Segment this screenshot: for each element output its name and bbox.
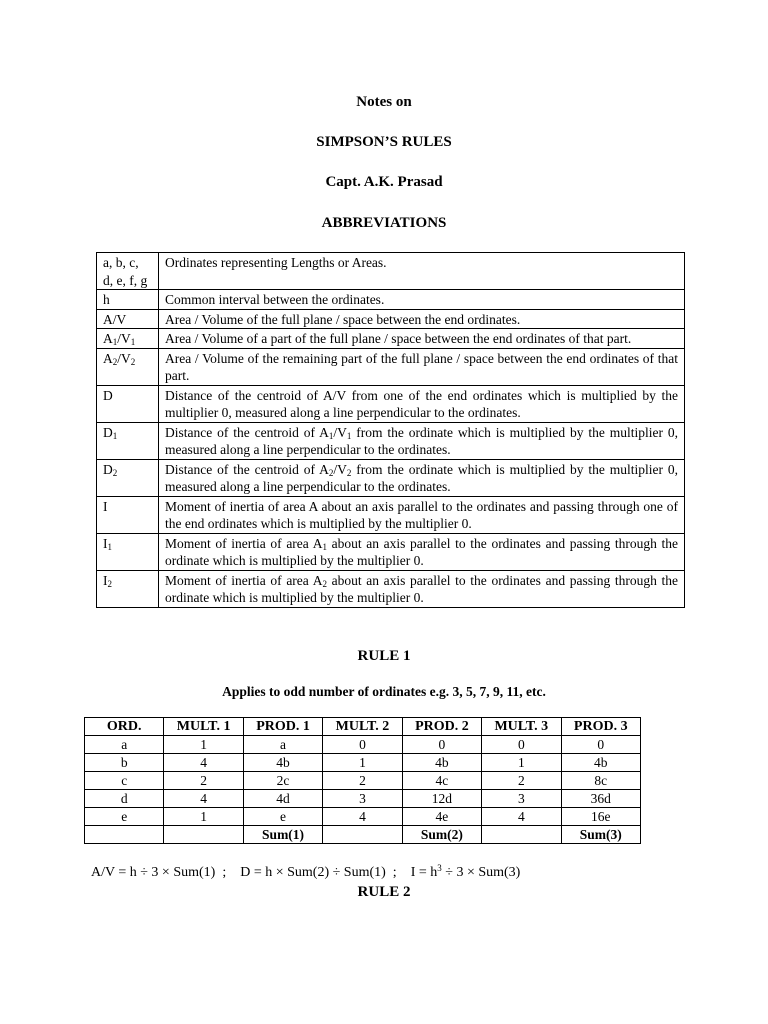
rule1-formula: A/V = h ÷ 3 × Sum(1) ; D = h × Sum(2) ÷ Sum(1) ; $I = h^3 \div 3 \times Sum(3)$ (91, 863, 521, 880)
abbr-symbol: h (97, 290, 159, 310)
table-cell: 4e (402, 808, 481, 826)
table-cell (323, 826, 402, 844)
column-header: MULT. 3 (482, 718, 561, 736)
column-header: PROD. 2 (402, 718, 481, 736)
abbreviations-heading: ABBREVIATIONS (321, 215, 447, 231)
table-cell: 4 (323, 808, 402, 826)
table-row (97, 253, 685, 290)
table-cell: d (85, 790, 164, 808)
sum-2-cell: Sum(2) (402, 826, 481, 844)
sum-3-cell: Sum(3) (561, 826, 640, 844)
table-cell: 3 (323, 790, 402, 808)
abbr-symbol: a, b, c, d, e, f, g (97, 253, 159, 290)
table-cell: 0 (561, 736, 640, 754)
table-cell: 2 (323, 772, 402, 790)
column-header: MULT. 2 (323, 718, 402, 736)
table-cell: 0 (323, 736, 402, 754)
table-cell: 1 (164, 736, 243, 754)
abbr-symbol: I (97, 496, 159, 533)
table-row (97, 385, 685, 422)
table-cell (164, 826, 243, 844)
table-row (97, 422, 685, 459)
table-cell: 4b (402, 754, 481, 772)
abbr-description: Common interval between the ordinates. (159, 290, 685, 310)
table-cell: 1 (164, 808, 243, 826)
notes-on-label: Notes on (356, 94, 412, 110)
table-row (97, 459, 685, 496)
table-cell: 4 (164, 754, 243, 772)
abbr-description: Area / Volume of the remaining part of the full plane / space between the end ordinates of that part. (159, 348, 685, 385)
abbr-symbol: $A_1/V_1$ (97, 329, 159, 349)
abbr-description: Moment of inertia of area A about an axis parallel to the ordinates and passing through one of the end ordinates which is multiplied by the multiplier 0. (159, 496, 685, 533)
abbr-description: Area / Volume of the full plane / space between the end ordinates. (159, 309, 685, 329)
abbr-symbol: A/V (97, 309, 159, 329)
table-row (97, 570, 685, 607)
table-row (97, 533, 685, 570)
table-cell: 4 (482, 808, 561, 826)
column-header: MULT. 1 (164, 718, 243, 736)
table-cell (85, 826, 164, 844)
table-cell: c (85, 772, 164, 790)
table-cell: 4b (243, 754, 322, 772)
abbr-symbol: $D_1$ (97, 422, 159, 459)
table-cell: 12d (402, 790, 481, 808)
abbr-symbol: $I_1$ (97, 533, 159, 570)
abbr-symbol: $A_2/V_2$ (97, 348, 159, 385)
abbr-symbol: $D_2$ (97, 459, 159, 496)
abbr-description: Distance of the centroid of $A_1/V_1$ from the ordinate which is multiplied by the multiplier 0, measured along a line perpendicular to the ordinates. (159, 422, 685, 459)
table-row (85, 790, 641, 808)
table-row (85, 754, 641, 772)
abbr-description: Distance of the centroid of A/V from one of the end ordinates which is multiplied by the multiplier 0, measured along a line perpendicular to the ordinates. (159, 385, 685, 422)
abbreviations-table (96, 252, 685, 608)
abbr-symbol: $I_2$ (97, 570, 159, 607)
table-cell: 4b (561, 754, 640, 772)
table-cell: 1 (323, 754, 402, 772)
table-cell: 4c (402, 772, 481, 790)
author-name: Capt. A.K. Prasad (325, 174, 443, 190)
table-cell: 36d (561, 790, 640, 808)
table-cell: 16e (561, 808, 640, 826)
table-cell: 2c (243, 772, 322, 790)
table-cell: 4 (164, 790, 243, 808)
table-row (97, 309, 685, 329)
rule1-subheading: Applies to odd number of ordinates e.g. 3, 5, 7, 9, 11, etc. (222, 684, 546, 699)
table-cell: 0 (402, 736, 481, 754)
table-cell: 2 (164, 772, 243, 790)
table-cell: 8c (561, 772, 640, 790)
table-cell: e (85, 808, 164, 826)
abbr-description: Ordinates representing Lengths or Areas. (159, 253, 685, 290)
sum-1-cell: Sum(1) (243, 826, 322, 844)
table-cell: e (243, 808, 322, 826)
table-row (97, 496, 685, 533)
document-title: SIMPSON’S RULES (316, 134, 452, 150)
column-header: ORD. (85, 718, 164, 736)
table-cell (482, 826, 561, 844)
table-cell: 0 (482, 736, 561, 754)
abbr-symbol: D (97, 385, 159, 422)
table-row (97, 290, 685, 310)
abbr-description: Distance of the centroid of $A_2/V_2$ from the ordinate which is multiplied by the multiplier 0, measured along a line perpendicular to the ordinates. (159, 459, 685, 496)
table-cell: a (85, 736, 164, 754)
rule1-heading: RULE 1 (357, 648, 411, 664)
abbr-description: Area / Volume of a part of the full plane / space between the end ordinates of that part. (159, 329, 685, 349)
abbr-description: Moment of inertia of area $A_1$ about an axis parallel to the ordinates and passing through the ordinate which is multiplied by the multiplier 0. (159, 533, 685, 570)
table-row (85, 808, 641, 826)
table-cell: b (85, 754, 164, 772)
table-row (85, 772, 641, 790)
abbr-description: Moment of inertia of area $A_2$ about an axis parallel to the ordinates and passing through the ordinate which is multiplied by the multiplier 0. (159, 570, 685, 607)
rule1-table (84, 717, 641, 844)
table-row (85, 736, 641, 754)
rule2-heading: RULE 2 (357, 884, 411, 900)
table-cell: 4d (243, 790, 322, 808)
sum-row (85, 826, 641, 844)
column-header: PROD. 3 (561, 718, 640, 736)
table-row (97, 348, 685, 385)
table-cell: a (243, 736, 322, 754)
table-cell: 2 (482, 772, 561, 790)
table-cell: 1 (482, 754, 561, 772)
table-header-row (85, 718, 641, 736)
table-row (97, 329, 685, 349)
table-cell: 3 (482, 790, 561, 808)
column-header: PROD. 1 (243, 718, 322, 736)
